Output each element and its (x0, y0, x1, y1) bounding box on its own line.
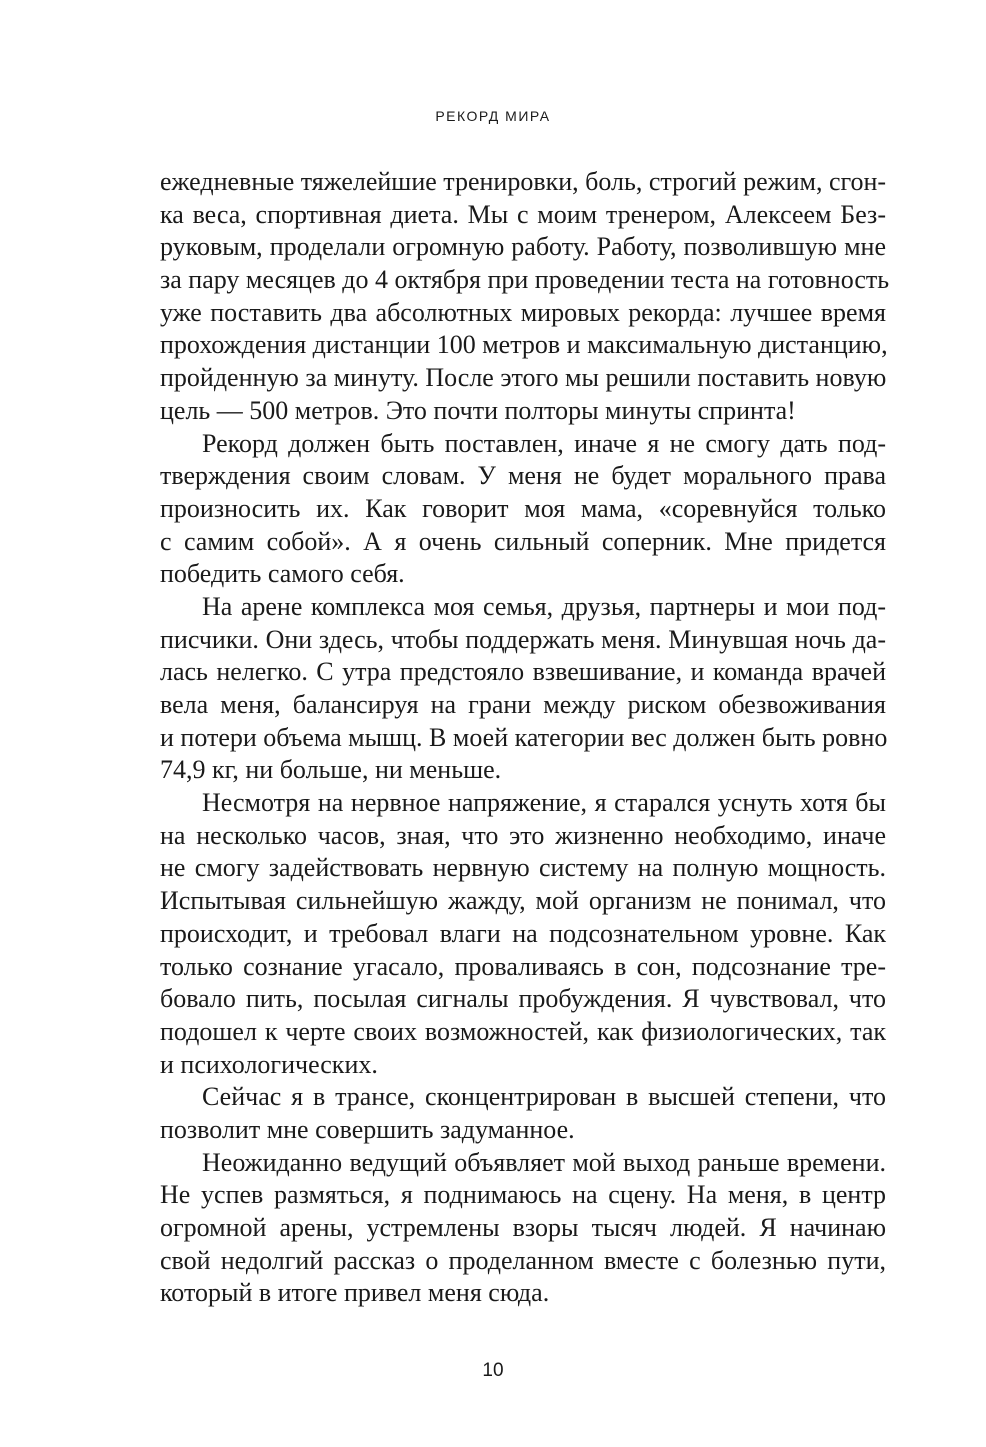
text-line: бовало пить, посылая сигналы пробуждения. Я чувствовал, что (160, 984, 886, 1014)
text-line: с самим собой». А я очень сильный соперник. Мне придется (160, 526, 886, 556)
text-line: 74,9 кг, ни больше, ни меньше. (160, 755, 502, 785)
text-line: огромной арены, устремлены взоры тысяч людей. Я начинаю (160, 1213, 886, 1242)
paragraph (160, 1081, 886, 1146)
text-line: Испытывая сильнейшую жажду, мой организм не понимал, что (160, 886, 886, 916)
text-line: произносить их. Как говорит моя мама, «соревнуйся только (160, 493, 886, 523)
page-number: 10 (482, 1360, 504, 1381)
paragraph (160, 591, 886, 787)
text-line: подошел к черте своих возможностей, как физиологических, так (160, 1016, 886, 1046)
text-line: Рекорд должен быть поставлен, иначе я не смогу дать под- (202, 428, 886, 458)
text-line: который в итоге привел меня сюда. (160, 1278, 550, 1308)
text-line: уже поставить два абсолютных мировых рекорда: лучшее время (160, 297, 886, 327)
text-line: На арене комплекса моя семья, друзья, партнеры и мои под- (202, 591, 886, 621)
text-line: Неожиданно ведущий объявляет мой выход раньше времени. (202, 1147, 886, 1177)
text-line: происходит, и требовал влаги на подсознательном уровне. Как (160, 918, 886, 948)
text-line: свой недолгий рассказ о проделанном вместе с болезнью пути, (160, 1245, 886, 1275)
text-line: победить самого себя. (160, 559, 405, 589)
text-line: вела меня, балансируя на грани между риском обезвоживания (160, 690, 886, 719)
text-line: Не успев размяться, я поднимаюсь на сцену. На меня, в центр (160, 1180, 886, 1210)
text-line: руковым, проделали огромную работу. Работу, позволившую мне (160, 232, 886, 262)
text-line: Сейчас я в трансе, сконцентрирован в высшей степени, что (202, 1082, 886, 1112)
paragraph (160, 1147, 886, 1310)
text-line: пройденную за минуту. После этого мы решили поставить новую (160, 363, 887, 393)
text-line: за пару месяцев до 4 октября при проведении теста на готовность (160, 265, 890, 295)
text-line: на несколько часов, зная, что это жизненно необходимо, иначе (160, 820, 886, 850)
running-header: РЕКОРД МИРА (435, 108, 551, 124)
text-line: только сознание угасало, проваливаясь в сон, подсознание тре- (160, 951, 886, 981)
text-line: позволит мне совершить задуманное. (160, 1114, 575, 1144)
text-line: ежедневные тяжелейшие тренировки, боль, строгий режим, сгон- (160, 167, 887, 196)
text-line: цель — 500 метров. Это почти полторы минуты спринта! (160, 395, 796, 425)
text-line: прохождения дистанции 100 метров и максимальную дистанцию, (160, 330, 888, 360)
text-line: Несмотря на нервное напряжение, я старался уснуть хотя бы (202, 788, 886, 818)
text-line: и психологических. (160, 1049, 378, 1079)
text-line: лась нелегко. С утра предстояло взвешивание, и команда врачей (160, 657, 886, 687)
page-body-text (160, 166, 890, 1310)
text-line: писчики. Они здесь, чтобы поддержать меня. Минувшая ночь да- (160, 624, 886, 654)
text-line: тверждения своим словам. У меня не будет морального права (160, 461, 886, 491)
paragraph (160, 166, 890, 428)
paragraph (160, 787, 886, 1081)
text-line: и потери объема мышц. В моей категории вес должен быть ровно (160, 722, 888, 752)
text-line: не смогу задействовать нервную систему на полную мощность. (160, 853, 886, 883)
text-line: ка веса, спортивная диета. Мы с моим тренером, Алексеем Без- (160, 199, 886, 229)
paragraph (160, 428, 886, 591)
